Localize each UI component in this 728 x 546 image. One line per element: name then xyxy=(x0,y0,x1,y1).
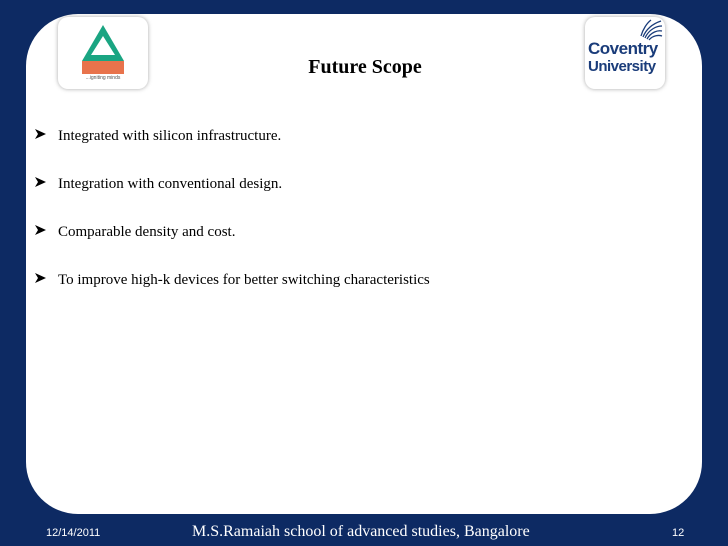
logo-tagline: ...igniting minds xyxy=(85,75,121,81)
arrow-bullet-icon xyxy=(34,176,58,193)
arrow-bullet-icon xyxy=(34,128,58,145)
coventry-university-logo xyxy=(585,17,665,89)
arrow-bullet-icon xyxy=(34,272,58,289)
bullet-list xyxy=(34,112,430,304)
bullet-item xyxy=(34,256,430,304)
bullet-item xyxy=(34,208,430,256)
footer-date: 12/14/2011 xyxy=(46,527,101,539)
footer-institution: M.S.Ramaiah school of advanced studies, Bangalore xyxy=(192,523,530,540)
bullet-item xyxy=(34,112,430,160)
bullet-text: Comparable density and cost. xyxy=(58,223,236,240)
bullet-item xyxy=(34,160,430,208)
logo-word-university: University xyxy=(588,58,656,75)
page-number: 12 xyxy=(672,527,685,539)
bullet-text: Integrated with silicon infrastructure. xyxy=(58,127,282,144)
logo-word-coventry: Coventry xyxy=(588,39,658,58)
bullet-text: To improve high-k devices for better switching characteristics xyxy=(58,271,430,288)
arrow-bullet-icon xyxy=(34,224,58,241)
slide-title: Future Scope xyxy=(308,56,422,78)
bullet-text: Integration with conventional design. xyxy=(58,175,283,192)
msrsas-logo xyxy=(58,17,148,89)
